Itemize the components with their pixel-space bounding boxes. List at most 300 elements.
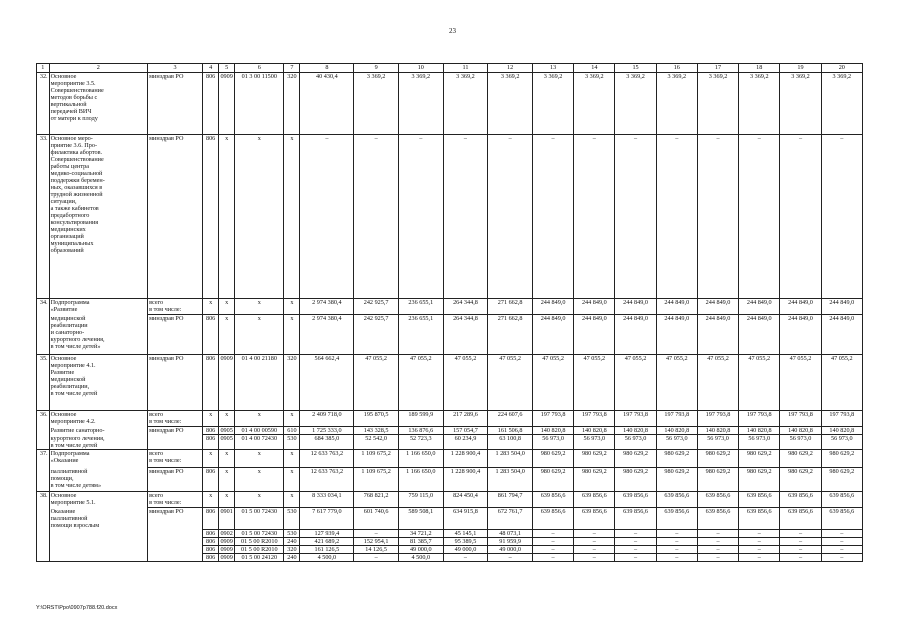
amount-cell: 140 820,8 — [697, 427, 738, 435]
amount-cell: 244 849,0 — [532, 299, 573, 315]
amount-cell: 189 599,9 — [398, 411, 443, 427]
amount-cell: 140 820,8 — [821, 427, 862, 435]
budget-code-c4: х — [203, 411, 219, 427]
amount-cell: – — [739, 530, 780, 538]
row-number — [37, 546, 50, 554]
amount-cell: 140 820,8 — [532, 427, 573, 435]
amount-cell: – — [821, 135, 862, 299]
table-row — [37, 355, 863, 411]
amount-cell: 980 629,2 — [739, 468, 780, 492]
amount-cell: 244 849,0 — [574, 315, 615, 355]
amount-cell: – — [780, 135, 821, 299]
amount-cell: – — [656, 538, 697, 546]
table-row — [37, 135, 863, 299]
budget-code-c4: 806 — [203, 468, 219, 492]
amount-cell: 127 939,4 — [300, 530, 354, 538]
amount-cell: 60 234,9 — [443, 435, 488, 450]
amount-cell: 639 856,6 — [574, 508, 615, 530]
amount-cell: 56 973,0 — [574, 435, 615, 450]
amount-cell: 47 055,2 — [739, 355, 780, 411]
page-number: 23 — [449, 27, 456, 35]
amount-cell: 136 876,6 — [398, 427, 443, 435]
column-number: 18 — [739, 64, 780, 73]
amount-cell: 980 629,2 — [821, 468, 862, 492]
amount-cell: 140 820,8 — [780, 427, 821, 435]
row-number — [37, 554, 50, 562]
budget-code-c5: х — [219, 299, 235, 315]
amount-cell: 639 856,6 — [780, 492, 821, 508]
column-number: 20 — [821, 64, 862, 73]
item-name — [49, 538, 148, 546]
executor: всего в том числе: — [148, 299, 203, 315]
amount-cell: – — [697, 554, 738, 562]
amount-cell: 564 662,4 — [300, 355, 354, 411]
amount-cell: – — [697, 546, 738, 554]
budget-code-c5: 0909 — [220, 546, 233, 553]
amount-cell: 244 849,0 — [615, 299, 656, 315]
amount-cell: 47 055,2 — [488, 355, 533, 411]
executor: минздрав РО — [148, 508, 203, 530]
item-name — [49, 546, 148, 554]
amount-cell: 56 973,0 — [821, 435, 862, 450]
amount-cell: – — [488, 135, 533, 299]
budget-code-c6: 01 5 00 R2010 — [235, 546, 284, 554]
executor: всего в том числе: — [148, 492, 203, 508]
amount-cell: – — [780, 538, 821, 546]
amount-cell: – — [615, 554, 656, 562]
amount-cell: 52 723,3 — [398, 435, 443, 450]
amount-cell: 3 369,2 — [821, 73, 862, 135]
row-number: 34. — [37, 299, 50, 315]
column-number: 16 — [656, 64, 697, 73]
amount-cell: 244 849,0 — [656, 299, 697, 315]
amount-cell: 197 793,8 — [574, 411, 615, 427]
amount-cell: – — [574, 546, 615, 554]
table-row — [37, 530, 863, 538]
amount-cell: 47 055,2 — [532, 355, 573, 411]
amount-cell: – — [615, 530, 656, 538]
item-name: Развитие санаторно- — [49, 427, 148, 435]
amount-cell: – — [443, 554, 488, 562]
amount-cell: 980 629,2 — [697, 450, 738, 468]
amount-cell: 47 055,2 — [398, 355, 443, 411]
column-number: 3 — [148, 64, 203, 73]
budget-code-c5: 0902 — [220, 530, 233, 537]
executor — [148, 435, 203, 450]
amount-cell: – — [656, 135, 697, 299]
amount-cell: – — [398, 135, 443, 299]
amount-cell: 672 761,7 — [488, 508, 533, 530]
amount-cell: 244 849,0 — [574, 299, 615, 315]
amount-cell: 197 793,8 — [739, 411, 780, 427]
executor — [148, 546, 203, 554]
budget-code-c4: 806 — [203, 315, 219, 355]
budget-code-c7: 530 — [284, 530, 300, 538]
amount-cell: 634 915,8 — [443, 508, 488, 530]
amount-cell: – — [821, 538, 862, 546]
amount-cell: 3 369,2 — [697, 73, 738, 135]
table-row — [37, 435, 863, 450]
executor: всего в том числе: — [148, 450, 203, 468]
budget-code-c7: 240 — [284, 538, 300, 546]
column-number: 1 — [37, 64, 50, 73]
executor: минздрав РО — [148, 315, 203, 355]
amount-cell: 824 450,4 — [443, 492, 488, 508]
budget-code-c6: 01 5 00 24120 — [235, 554, 284, 562]
budget-code-c6: х — [235, 411, 284, 427]
amount-cell: 601 740,6 — [354, 508, 399, 530]
executor: минздрав РО — [148, 355, 203, 411]
item-name: Основное мероприятие 3.5. Совершенствование методов борьбы с вертикальной передачей ВИЧ от матери к плоду — [49, 73, 148, 135]
amount-cell: – — [615, 135, 656, 299]
budget-code-c7: 530 — [284, 435, 300, 450]
amount-cell: 197 793,8 — [532, 411, 573, 427]
amount-cell: 47 055,2 — [443, 355, 488, 411]
amount-cell: 1 109 675,2 — [354, 468, 399, 492]
item-name: Основное мероприятие 4.1. Развитие медицинской реабилитации, в том числе детей — [49, 355, 148, 411]
amount-cell: 639 856,6 — [615, 508, 656, 530]
budget-code-c4: х — [203, 492, 219, 508]
budget-code-c6: 01 4 00 72430 — [235, 435, 284, 450]
amount-cell: 236 655,1 — [398, 299, 443, 315]
amount-cell: 47 055,2 — [574, 355, 615, 411]
budget-code-c4: 806 — [203, 546, 219, 554]
amount-cell: 639 856,6 — [821, 508, 862, 530]
budget-code-c4: 806 — [203, 435, 219, 450]
column-number: 4 — [203, 64, 219, 73]
amount-cell: 45 145,1 — [443, 530, 488, 538]
item-name — [49, 530, 148, 538]
amount-cell: 861 794,7 — [488, 492, 533, 508]
amount-cell: 197 793,8 — [780, 411, 821, 427]
amount-cell: – — [697, 538, 738, 546]
budget-code-c5: х — [219, 135, 235, 299]
budget-code-c5: х — [219, 450, 235, 468]
amount-cell: – — [532, 135, 573, 299]
amount-cell: 980 629,2 — [615, 450, 656, 468]
amount-cell: – — [615, 546, 656, 554]
row-number — [37, 468, 50, 492]
amount-cell: 639 856,6 — [697, 508, 738, 530]
budget-code-c6: х — [235, 299, 284, 315]
amount-cell: 47 055,2 — [780, 355, 821, 411]
item-name: Подпрограмма «Развитие — [49, 299, 148, 315]
amount-cell: 242 925,7 — [354, 299, 399, 315]
amount-cell: 12 633 763,2 — [300, 450, 354, 468]
amount-cell: 980 629,2 — [532, 468, 573, 492]
amount-cell: – — [574, 538, 615, 546]
amount-cell: 980 629,2 — [739, 450, 780, 468]
amount-cell: – — [532, 538, 573, 546]
amount-cell: – — [574, 554, 615, 562]
amount-cell: 980 629,2 — [780, 468, 821, 492]
amount-cell: 12 633 763,2 — [300, 468, 354, 492]
amount-cell: 271 662,8 — [488, 315, 533, 355]
amount-cell: 56 973,0 — [780, 435, 821, 450]
budget-code-c5: 0905 — [220, 427, 233, 434]
column-number: 13 — [532, 64, 573, 73]
amount-cell: 56 973,0 — [739, 435, 780, 450]
row-number: 37. — [37, 450, 50, 468]
budget-code-c5: 0909 — [220, 538, 233, 545]
amount-cell: 244 849,0 — [780, 299, 821, 315]
amount-cell: 244 849,0 — [780, 315, 821, 355]
budget-code-c7: х — [284, 468, 300, 492]
amount-cell: 56 973,0 — [656, 435, 697, 450]
amount-cell: – — [697, 135, 738, 299]
amount-cell: – — [739, 538, 780, 546]
amount-cell: 197 793,8 — [615, 411, 656, 427]
amount-cell: 639 856,6 — [615, 492, 656, 508]
budget-code-c7: 320 — [284, 355, 300, 411]
amount-cell: 1 166 650,0 — [398, 468, 443, 492]
amount-cell: 244 849,0 — [532, 315, 573, 355]
amount-cell: 1 228 900,4 — [443, 468, 488, 492]
column-numbers-row — [37, 64, 863, 73]
amount-cell: 980 629,2 — [574, 450, 615, 468]
column-number: 19 — [780, 64, 821, 73]
amount-cell: 161 126,5 — [300, 546, 354, 554]
budget-code-c5: х — [219, 492, 235, 508]
amount-cell: 140 820,8 — [739, 427, 780, 435]
amount-cell: 639 856,6 — [780, 508, 821, 530]
row-number — [37, 435, 50, 450]
amount-cell: 589 508,1 — [398, 508, 443, 530]
table-row — [37, 73, 863, 135]
row-number: 33. — [37, 135, 50, 299]
amount-cell: 264 344,8 — [443, 315, 488, 355]
amount-cell: 1 109 675,2 — [354, 450, 399, 468]
amount-cell: 1 283 504,0 — [488, 468, 533, 492]
executor: всего в том числе: — [148, 411, 203, 427]
column-number: 15 — [615, 64, 656, 73]
amount-cell: 639 856,6 — [656, 508, 697, 530]
amount-cell: 3 369,2 — [443, 73, 488, 135]
row-number: 35. — [37, 355, 50, 411]
table-row — [37, 315, 863, 355]
amount-cell: – — [532, 554, 573, 562]
item-name: Подпрограмма «Оказание — [49, 450, 148, 468]
amount-cell: 244 849,0 — [615, 315, 656, 355]
amount-cell: – — [821, 530, 862, 538]
budget-code-c7: х — [284, 450, 300, 468]
budget-code-c5: х — [219, 315, 235, 355]
budget-code-c5: х — [219, 468, 235, 492]
budget-code-c6: х — [235, 492, 284, 508]
amount-cell: – — [739, 135, 780, 299]
amount-cell: 140 820,8 — [656, 427, 697, 435]
budget-code-c7: 530 — [284, 508, 300, 530]
column-number: 5 — [219, 64, 235, 73]
row-number — [37, 315, 50, 355]
item-name: медицинской реабилитации и санаторно- курортного лечения, в том числе детей» — [49, 315, 148, 355]
amount-cell: 63 100,8 — [488, 435, 533, 450]
document-path: Y:\ORST\Ppo\0907p788.f20.docx — [36, 605, 118, 611]
budget-code-c4: 806 — [203, 427, 219, 435]
amount-cell: 639 856,6 — [574, 492, 615, 508]
column-number: 12 — [488, 64, 533, 73]
amount-cell: 2 974 380,4 — [300, 315, 354, 355]
amount-cell: 197 793,8 — [697, 411, 738, 427]
amount-cell: 47 055,2 — [615, 355, 656, 411]
amount-cell: 95 389,5 — [443, 538, 488, 546]
table-row — [37, 492, 863, 508]
amount-cell: 143 328,5 — [354, 427, 399, 435]
executor — [148, 554, 203, 562]
amount-cell: 639 856,6 — [656, 492, 697, 508]
amount-cell: 639 856,6 — [739, 508, 780, 530]
budget-code-c5: 0909 — [220, 554, 233, 561]
budget-code-c4: 806 — [203, 135, 219, 299]
item-name: Основное мероприятие 4.2. — [49, 411, 148, 427]
amount-cell: 81 385,7 — [398, 538, 443, 546]
amount-cell: – — [354, 530, 399, 538]
amount-cell: 2 974 380,4 — [300, 299, 354, 315]
row-number: 32. — [37, 73, 50, 135]
amount-cell: 224 607,6 — [488, 411, 533, 427]
budget-code-c4: х — [203, 299, 219, 315]
amount-cell: 980 629,2 — [697, 468, 738, 492]
budget-code-c6: 01 3 00 11500 — [235, 73, 284, 135]
item-name: Основное мероприятие 5.1. — [49, 492, 148, 508]
amount-cell: – — [780, 554, 821, 562]
amount-cell: 47 055,2 — [656, 355, 697, 411]
amount-cell: 91 959,9 — [488, 538, 533, 546]
amount-cell: 980 629,2 — [532, 450, 573, 468]
budget-code-c6: х — [235, 135, 284, 299]
budget-code-c4: 806 — [203, 554, 219, 562]
budget-code-c7: х — [284, 411, 300, 427]
amount-cell: 2 409 718,0 — [300, 411, 354, 427]
row-number: 36. — [37, 411, 50, 427]
amount-cell: 242 925,7 — [354, 315, 399, 355]
amount-cell: 759 115,0 — [398, 492, 443, 508]
amount-cell: 980 629,2 — [780, 450, 821, 468]
amount-cell: 1 725 333,0 — [300, 427, 354, 435]
amount-cell: 980 629,2 — [615, 468, 656, 492]
column-number: 8 — [300, 64, 354, 73]
budget-code-c4: 806 — [203, 355, 219, 411]
amount-cell: 244 849,0 — [656, 315, 697, 355]
table-row — [37, 411, 863, 427]
amount-cell: 8 333 034,1 — [300, 492, 354, 508]
budget-code-c7: 240 — [284, 554, 300, 562]
budget-code-c6: 01 5 00 R2010 — [235, 538, 284, 546]
amount-cell: 244 849,0 — [697, 315, 738, 355]
amount-cell: – — [821, 546, 862, 554]
amount-cell: 639 856,6 — [697, 492, 738, 508]
amount-cell: 264 344,8 — [443, 299, 488, 315]
budget-code-c7: 610 — [284, 427, 300, 435]
amount-cell: 14 126,5 — [354, 546, 399, 554]
amount-cell: 56 973,0 — [615, 435, 656, 450]
amount-cell: – — [780, 546, 821, 554]
budget-code-c6: х — [235, 315, 284, 355]
amount-cell: 140 820,8 — [574, 427, 615, 435]
amount-cell: 244 849,0 — [821, 315, 862, 355]
amount-cell: – — [739, 546, 780, 554]
amount-cell: 3 369,2 — [574, 73, 615, 135]
amount-cell: 140 820,8 — [615, 427, 656, 435]
budget-code-c6: 01 5 00 72430 — [235, 508, 284, 530]
budget-code-c5: 0909 — [219, 355, 235, 411]
amount-cell: 49 000,0 — [398, 546, 443, 554]
column-number: 10 — [398, 64, 443, 73]
executor: минздрав РО — [148, 468, 203, 492]
table-row — [37, 546, 863, 554]
executor: минздрав РО — [148, 135, 203, 299]
amount-cell: 152 954,1 — [354, 538, 399, 546]
budget-code-c6: 01 4 00 21180 — [235, 355, 284, 411]
amount-cell: 1 228 900,4 — [443, 450, 488, 468]
amount-cell: 639 856,6 — [532, 492, 573, 508]
amount-cell: 157 054,7 — [443, 427, 488, 435]
amount-cell: 49 000,0 — [443, 546, 488, 554]
amount-cell: 49 000,0 — [488, 546, 533, 554]
amount-cell: 980 629,2 — [656, 450, 697, 468]
amount-cell: – — [532, 530, 573, 538]
amount-cell: – — [532, 546, 573, 554]
amount-cell: 639 856,6 — [739, 492, 780, 508]
amount-cell: – — [354, 554, 399, 562]
table-row — [37, 299, 863, 315]
amount-cell: 684 385,0 — [300, 435, 354, 450]
amount-cell: 3 369,2 — [780, 73, 821, 135]
amount-cell: 34 721,2 — [398, 530, 443, 538]
budget-code-c7: х — [284, 135, 300, 299]
amount-cell: 421 689,2 — [300, 538, 354, 546]
executor — [148, 538, 203, 546]
amount-cell: 4 500,0 — [300, 554, 354, 562]
amount-cell: – — [656, 546, 697, 554]
budget-code-c6: х — [235, 468, 284, 492]
budget-code-c7: х — [284, 492, 300, 508]
table-row — [37, 508, 863, 530]
amount-cell: 47 055,2 — [697, 355, 738, 411]
budget-code-c5: 0905 — [219, 435, 235, 450]
amount-cell: 1 283 504,0 — [488, 450, 533, 468]
table-row — [37, 538, 863, 546]
amount-cell: 56 973,0 — [532, 435, 573, 450]
amount-cell: 7 617 779,0 — [300, 508, 354, 530]
row-number — [37, 508, 50, 530]
amount-cell: 3 369,2 — [532, 73, 573, 135]
amount-cell: 3 369,2 — [615, 73, 656, 135]
amount-cell: 244 849,0 — [739, 315, 780, 355]
amount-cell: – — [739, 554, 780, 562]
budget-code-c7: 320 — [284, 73, 300, 135]
budget-code-c7: х — [284, 315, 300, 355]
column-number: 7 — [284, 64, 300, 73]
amount-cell: 980 629,2 — [574, 468, 615, 492]
executor: минздрав РО — [148, 73, 203, 135]
budget-code-c4: 806 — [203, 73, 219, 135]
table-row — [37, 427, 863, 435]
amount-cell: – — [574, 135, 615, 299]
item-name: Основное меро- приятие 3.6. Про- филактика абортов. Совершенствование работы центра медико-социальной поддержки беремен- ных, оказавшихся в трудной жизненной ситуации, а также кабинетов предабортного консультирования медицинских организаций муниципальных образований — [49, 135, 148, 299]
amount-cell: 3 369,2 — [488, 73, 533, 135]
amount-cell: – — [488, 554, 533, 562]
amount-cell: – — [697, 530, 738, 538]
budget-code-c5: х — [219, 411, 235, 427]
column-number: 9 — [354, 64, 399, 73]
amount-cell: – — [821, 554, 862, 562]
row-number — [37, 538, 50, 546]
amount-cell: 244 849,0 — [739, 299, 780, 315]
item-name: курортного лечения, в том числе детей — [49, 435, 148, 450]
program-funding-table — [36, 63, 863, 562]
column-number: 6 — [235, 64, 284, 73]
